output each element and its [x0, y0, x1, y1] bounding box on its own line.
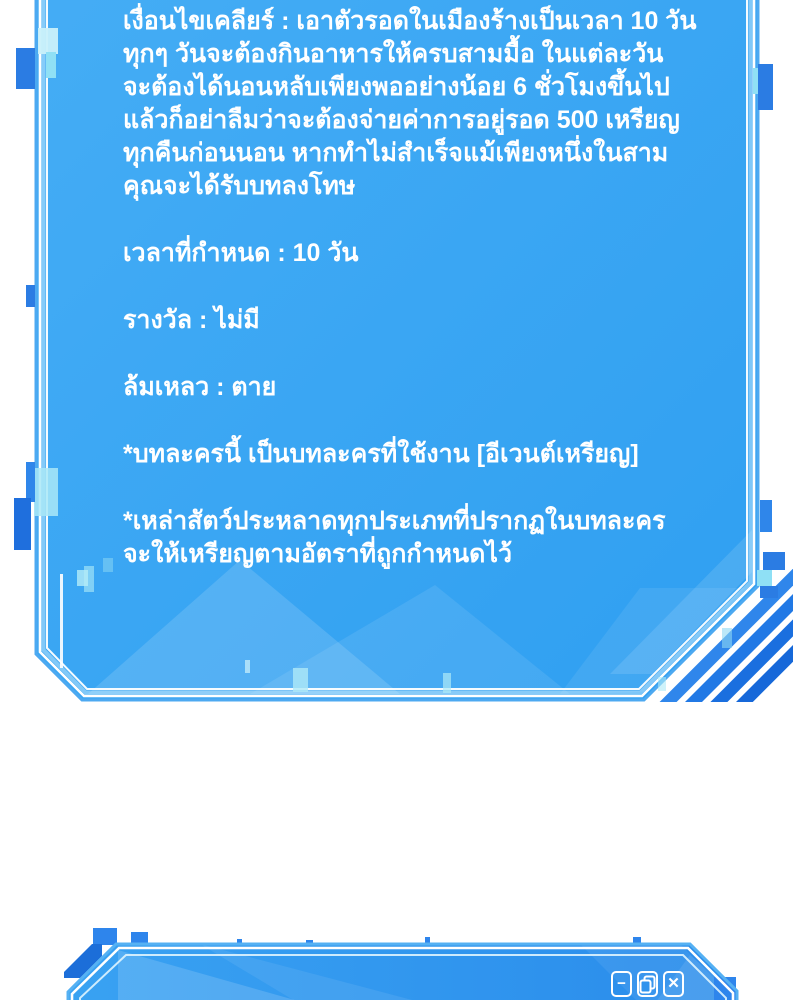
- restore-icon: [639, 975, 656, 994]
- quest-condition-line-6: คุณจะได้รับบทลงโทษ: [123, 172, 356, 200]
- failure-text: ล้มเหลว : ตาย: [123, 373, 277, 401]
- quest-condition-line-1: เงื่อนไขเคลียร์ : เอาตัวรอดในเมืองร้างเป็นเวลา 10 วัน: [123, 7, 697, 35]
- note-monsters-line-2: จะให้เหรียญตามอัตราที่ถูกกำหนดไว้: [123, 540, 512, 568]
- quest-window: [123, 5, 723, 571]
- quest-condition-line-4: แล้วก็อย่าลืมว่าจะต้องจ่ายค่าการอยู่รอด 500 เหรียญ: [123, 106, 680, 134]
- accent-line: [60, 574, 63, 668]
- note-event-coin-text: *บทละครนี้ เป็นบทละครที่ใช้งาน [อีเวนต์เหรียญ]: [123, 440, 639, 468]
- close-icon: ✕: [667, 974, 680, 992]
- note-monsters-text: [123, 505, 723, 571]
- quest-condition-line-2: ทุกๆ วันจะต้องกินอาหารให้ครบสามมื้อ ในแต่ละวัน: [123, 40, 664, 68]
- quest-clear-conditions: [123, 5, 723, 203]
- close-button[interactable]: [663, 971, 684, 997]
- restore-button[interactable]: [637, 971, 658, 997]
- time-limit-text: เวลาที่กำหนด : 10 วัน: [123, 239, 359, 267]
- reward-text: รางวัล : ไม่มี: [123, 306, 260, 334]
- minimize-button[interactable]: [611, 971, 632, 997]
- note-monsters-line-1: *เหล่าสัตว์ประหลาดทุกประเภทที่ปรากฏในบทละคร: [123, 507, 666, 535]
- window-controls: [611, 971, 684, 997]
- quest-condition-line-3: จะต้องได้นอนหลับเพียงพออย่างน้อย 6 ชั่วโมงขึ้นไป: [123, 73, 670, 101]
- quest-condition-line-5: ทุกคืนก่อนนอน หากทำไม่สำเร็จแม้เพียงหนึ่งในสาม: [123, 139, 669, 167]
- minimize-icon: −: [617, 974, 626, 992]
